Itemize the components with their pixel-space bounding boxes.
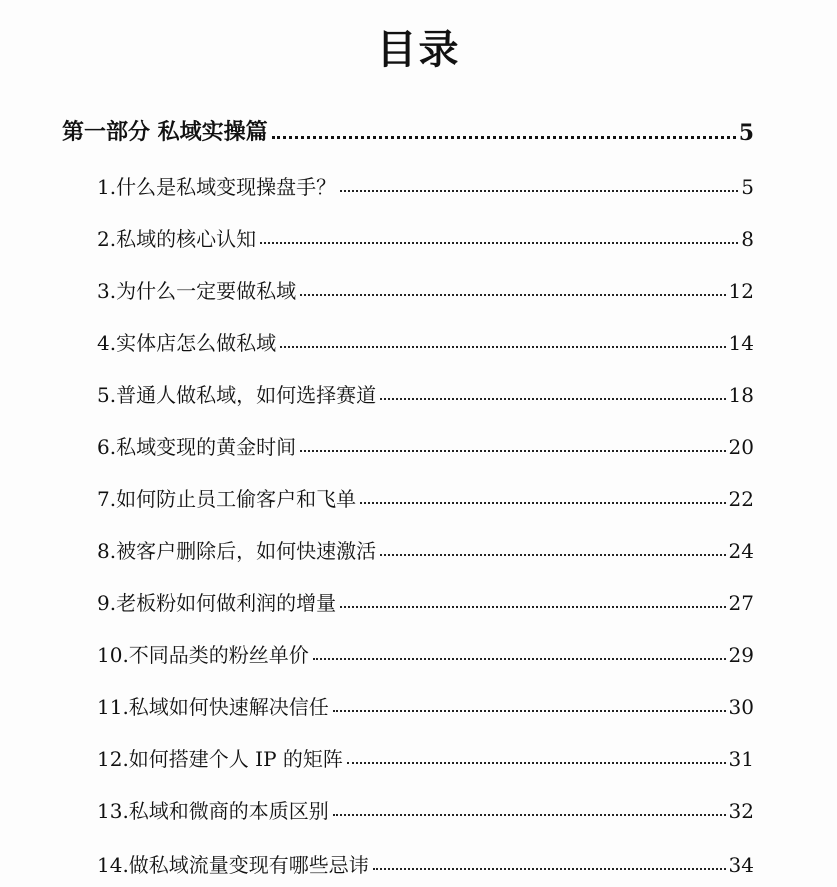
toc-entry[interactable] [97, 687, 754, 717]
toc-entry-label: 13.私域和微商的本质区别 [97, 799, 329, 823]
toc-entry-label: 5.普通人做私域，如何选择赛道 [97, 383, 377, 407]
toc-entry[interactable] [97, 531, 754, 561]
toc-entry-label: 1.什么是私域变现操盘手？ [97, 175, 337, 199]
toc-entry-label: 10.不同品类的粉丝单价 [97, 643, 309, 667]
page-title: 目录 [376, 27, 461, 73]
toc-entry-label: 9.老板粉如何做利润的增量 [97, 591, 337, 615]
dot-leader [300, 294, 725, 296]
toc-entry[interactable] [97, 479, 754, 509]
dot-leader [280, 346, 725, 348]
toc-entry-page-number: 20 [728, 435, 754, 459]
toc-entry[interactable] [97, 739, 754, 769]
toc-entry[interactable] [97, 271, 754, 301]
toc-entry-page-number: 8 [741, 227, 754, 251]
toc-entry[interactable] [97, 635, 754, 665]
toc-entry-label: 14.做私域流量变现有哪些忌讳 [97, 853, 369, 877]
dot-leader [313, 658, 726, 660]
toc-entry-label: 2.私域的核心认知 [97, 227, 257, 251]
dot-leader [380, 398, 725, 400]
toc-entry-label: 8.被客户删除后，如何快速激活 [97, 539, 377, 563]
dot-leader [347, 762, 726, 764]
toc-entry-label: 11.私域如何快速解决信任 [97, 695, 329, 719]
dot-leader [340, 606, 725, 608]
dot-leader [333, 814, 726, 816]
toc-part-label: 第一部分 私域实操篇 [62, 120, 268, 145]
toc-entry-page-number: 18 [728, 383, 754, 407]
toc-entry[interactable] [97, 427, 754, 457]
toc-entry-page-number: 22 [728, 487, 754, 511]
toc-entry-page-number: 5 [741, 175, 754, 199]
dot-leader [333, 710, 726, 712]
dot-leader [340, 190, 738, 192]
dot-leader [380, 554, 725, 556]
toc-entry-page-number: 29 [728, 643, 754, 667]
toc-entry[interactable] [97, 167, 754, 197]
dot-leader [272, 136, 736, 139]
toc-entry-page-number: 14 [728, 331, 754, 355]
toc-entry-page-number: 27 [728, 591, 754, 615]
toc-part-page-number: 5 [738, 120, 754, 146]
toc-part-entry[interactable] [62, 114, 754, 144]
toc-entry-label: 7.如何防止员工偷客户和飞单 [97, 487, 357, 511]
toc-entry[interactable] [97, 845, 754, 875]
dot-leader [260, 242, 738, 244]
toc-entry[interactable] [97, 219, 754, 249]
toc-entry-label: 12.如何搭建个人 IP 的矩阵 [97, 747, 343, 771]
toc-entry[interactable] [97, 323, 754, 353]
toc-entry-page-number: 31 [728, 747, 754, 771]
toc-entry[interactable] [97, 375, 754, 405]
toc-entry-page-number: 34 [728, 853, 754, 877]
toc-entry[interactable] [97, 791, 754, 821]
toc-entry[interactable] [97, 583, 754, 613]
toc-entry-label: 6.私域变现的黄金时间 [97, 435, 297, 459]
dot-leader [300, 450, 725, 452]
toc-entry-page-number: 24 [728, 539, 754, 563]
toc-entry-page-number: 30 [728, 695, 754, 719]
toc-entry-page-number: 12 [728, 279, 754, 303]
toc-entry-page-number: 32 [728, 799, 754, 823]
toc-entry-label: 4.实体店怎么做私域 [97, 331, 277, 355]
dot-leader [373, 868, 726, 870]
dot-leader [360, 502, 725, 504]
toc-entry-label: 3.为什么一定要做私域 [97, 279, 297, 303]
